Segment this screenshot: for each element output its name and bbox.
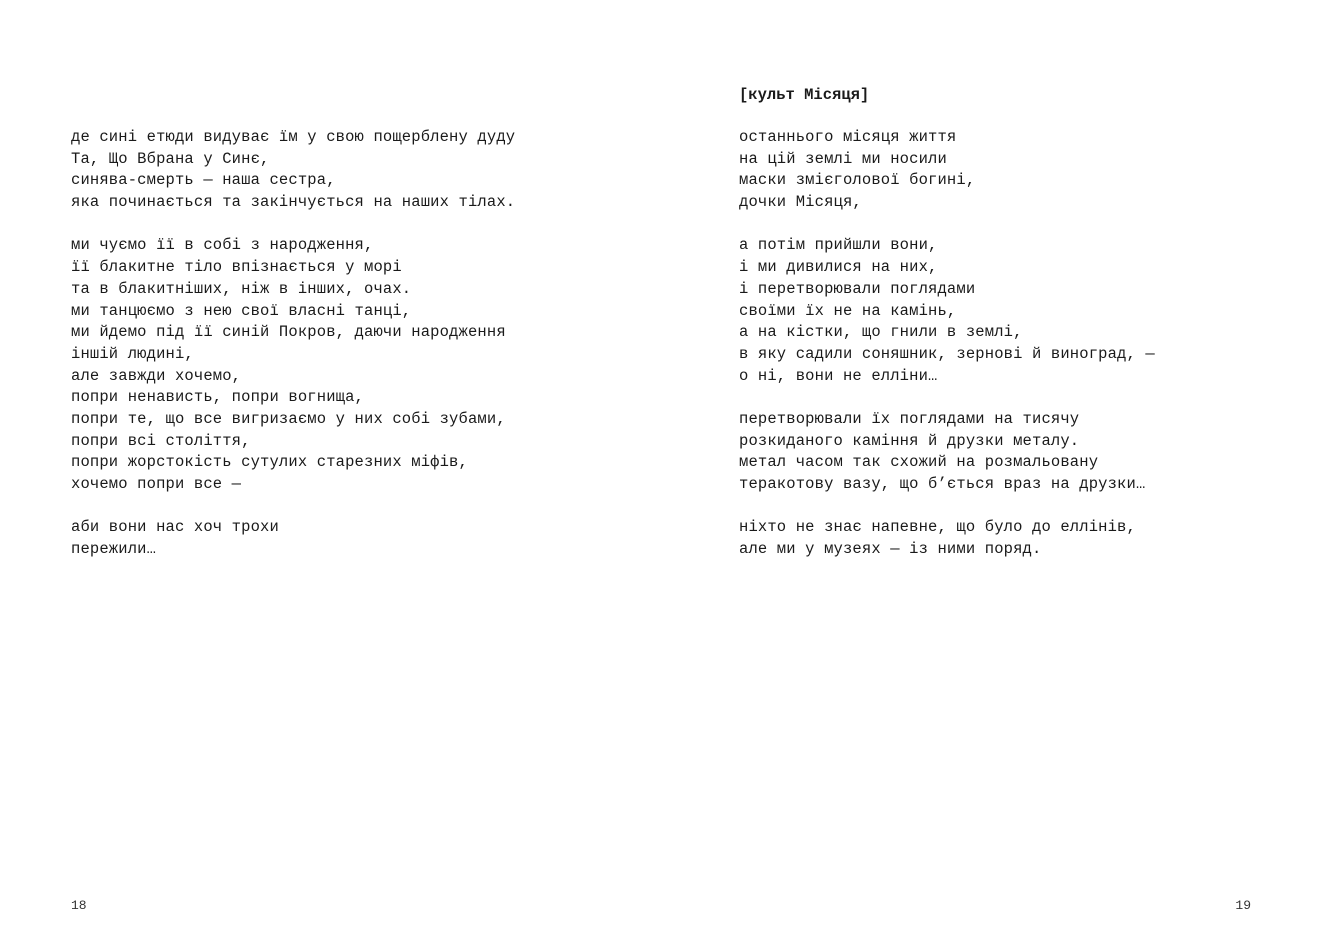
poem-line: попри ненависть, попри вогнища, [71,388,364,407]
stanza-break [71,214,515,236]
poem-line: перетворювали їх поглядами на тисячу [739,409,1080,428]
poem-line: метал часом так схожий на розмальовану [739,453,1099,472]
poem-line: але ми у музеях — із ними поряд. [739,540,1042,559]
poem-line: але завжди хочемо, [71,366,242,385]
poem-line: розкиданого каміння й друзки металу. [739,431,1080,450]
poem-line: теракотову вазу, що б’ється враз на друзки… [739,475,1146,493]
left-page [0,0,661,951]
poem-line: аби вони нас хоч трохи [71,518,279,537]
right-page [661,0,1323,951]
page-number-right: 19 [1235,898,1251,913]
poem-title: [культ Місяця] [739,86,870,104]
poem-line: її блакитне тіло впізнається у морі [71,258,402,277]
poem-line: та в блакитніших, ніж в інших, очах. [71,279,412,298]
poem-line: а на кістки, що гнили в землі, [739,323,1023,342]
poem-line: і перетворювали поглядами [739,279,976,298]
stanza-break [739,214,1155,236]
poem-line: Та, Що Вбрана у Синє, [71,149,270,168]
poem-line: дочки Місяця, [739,193,862,212]
poem-line: попри жорстокість сутулих старезних міфів, [71,453,468,472]
poem-text-right [739,127,1155,561]
poem-line: пережили… [71,540,157,559]
poem-line: і ми дивилися на них, [739,258,938,277]
stanza-break [739,387,1155,409]
poem-line: попри те, що все вигризаємо у них собі зубами, [71,409,506,428]
poem-line: ми йдемо під її синій Покров, даючи народження [71,323,506,342]
poem-line: ми танцюємо з нею свої власні танці, [71,301,412,320]
poem-line: синява-смерть — наша сестра, [71,171,336,190]
poem-text-left [71,127,515,561]
poem-line: ніхто не знає напевне, що було до еллінів, [739,518,1136,537]
poem-line: яка починається та закінчується на наших тілах. [71,193,516,212]
poem-line: де сині етюди видуває їм у свою пощерблену дуду [71,128,516,146]
stanza-break [739,496,1155,518]
poem-line: ми чуємо її в собі з народження, [71,236,374,255]
poem-line: на цій землі ми носили [739,149,947,168]
poem-line: маски змієголової богині, [739,171,976,190]
poem-line: в яку садили соняшник, зернові й виноград, — [739,344,1155,363]
stanza-break [71,496,515,518]
poem-line: хочемо попри все — [71,475,242,493]
poem-line: своїми їх не на камінь, [739,301,957,320]
poem-line: о ні, вони не елліни… [739,366,938,385]
page-number-left: 18 [71,898,87,913]
poem-line: іншій людині, [71,344,194,363]
poem-line: попри всі століття, [71,431,251,450]
poem-line: а потім прийшли вони, [739,236,938,255]
poem-line: останнього місяця життя [739,128,957,146]
